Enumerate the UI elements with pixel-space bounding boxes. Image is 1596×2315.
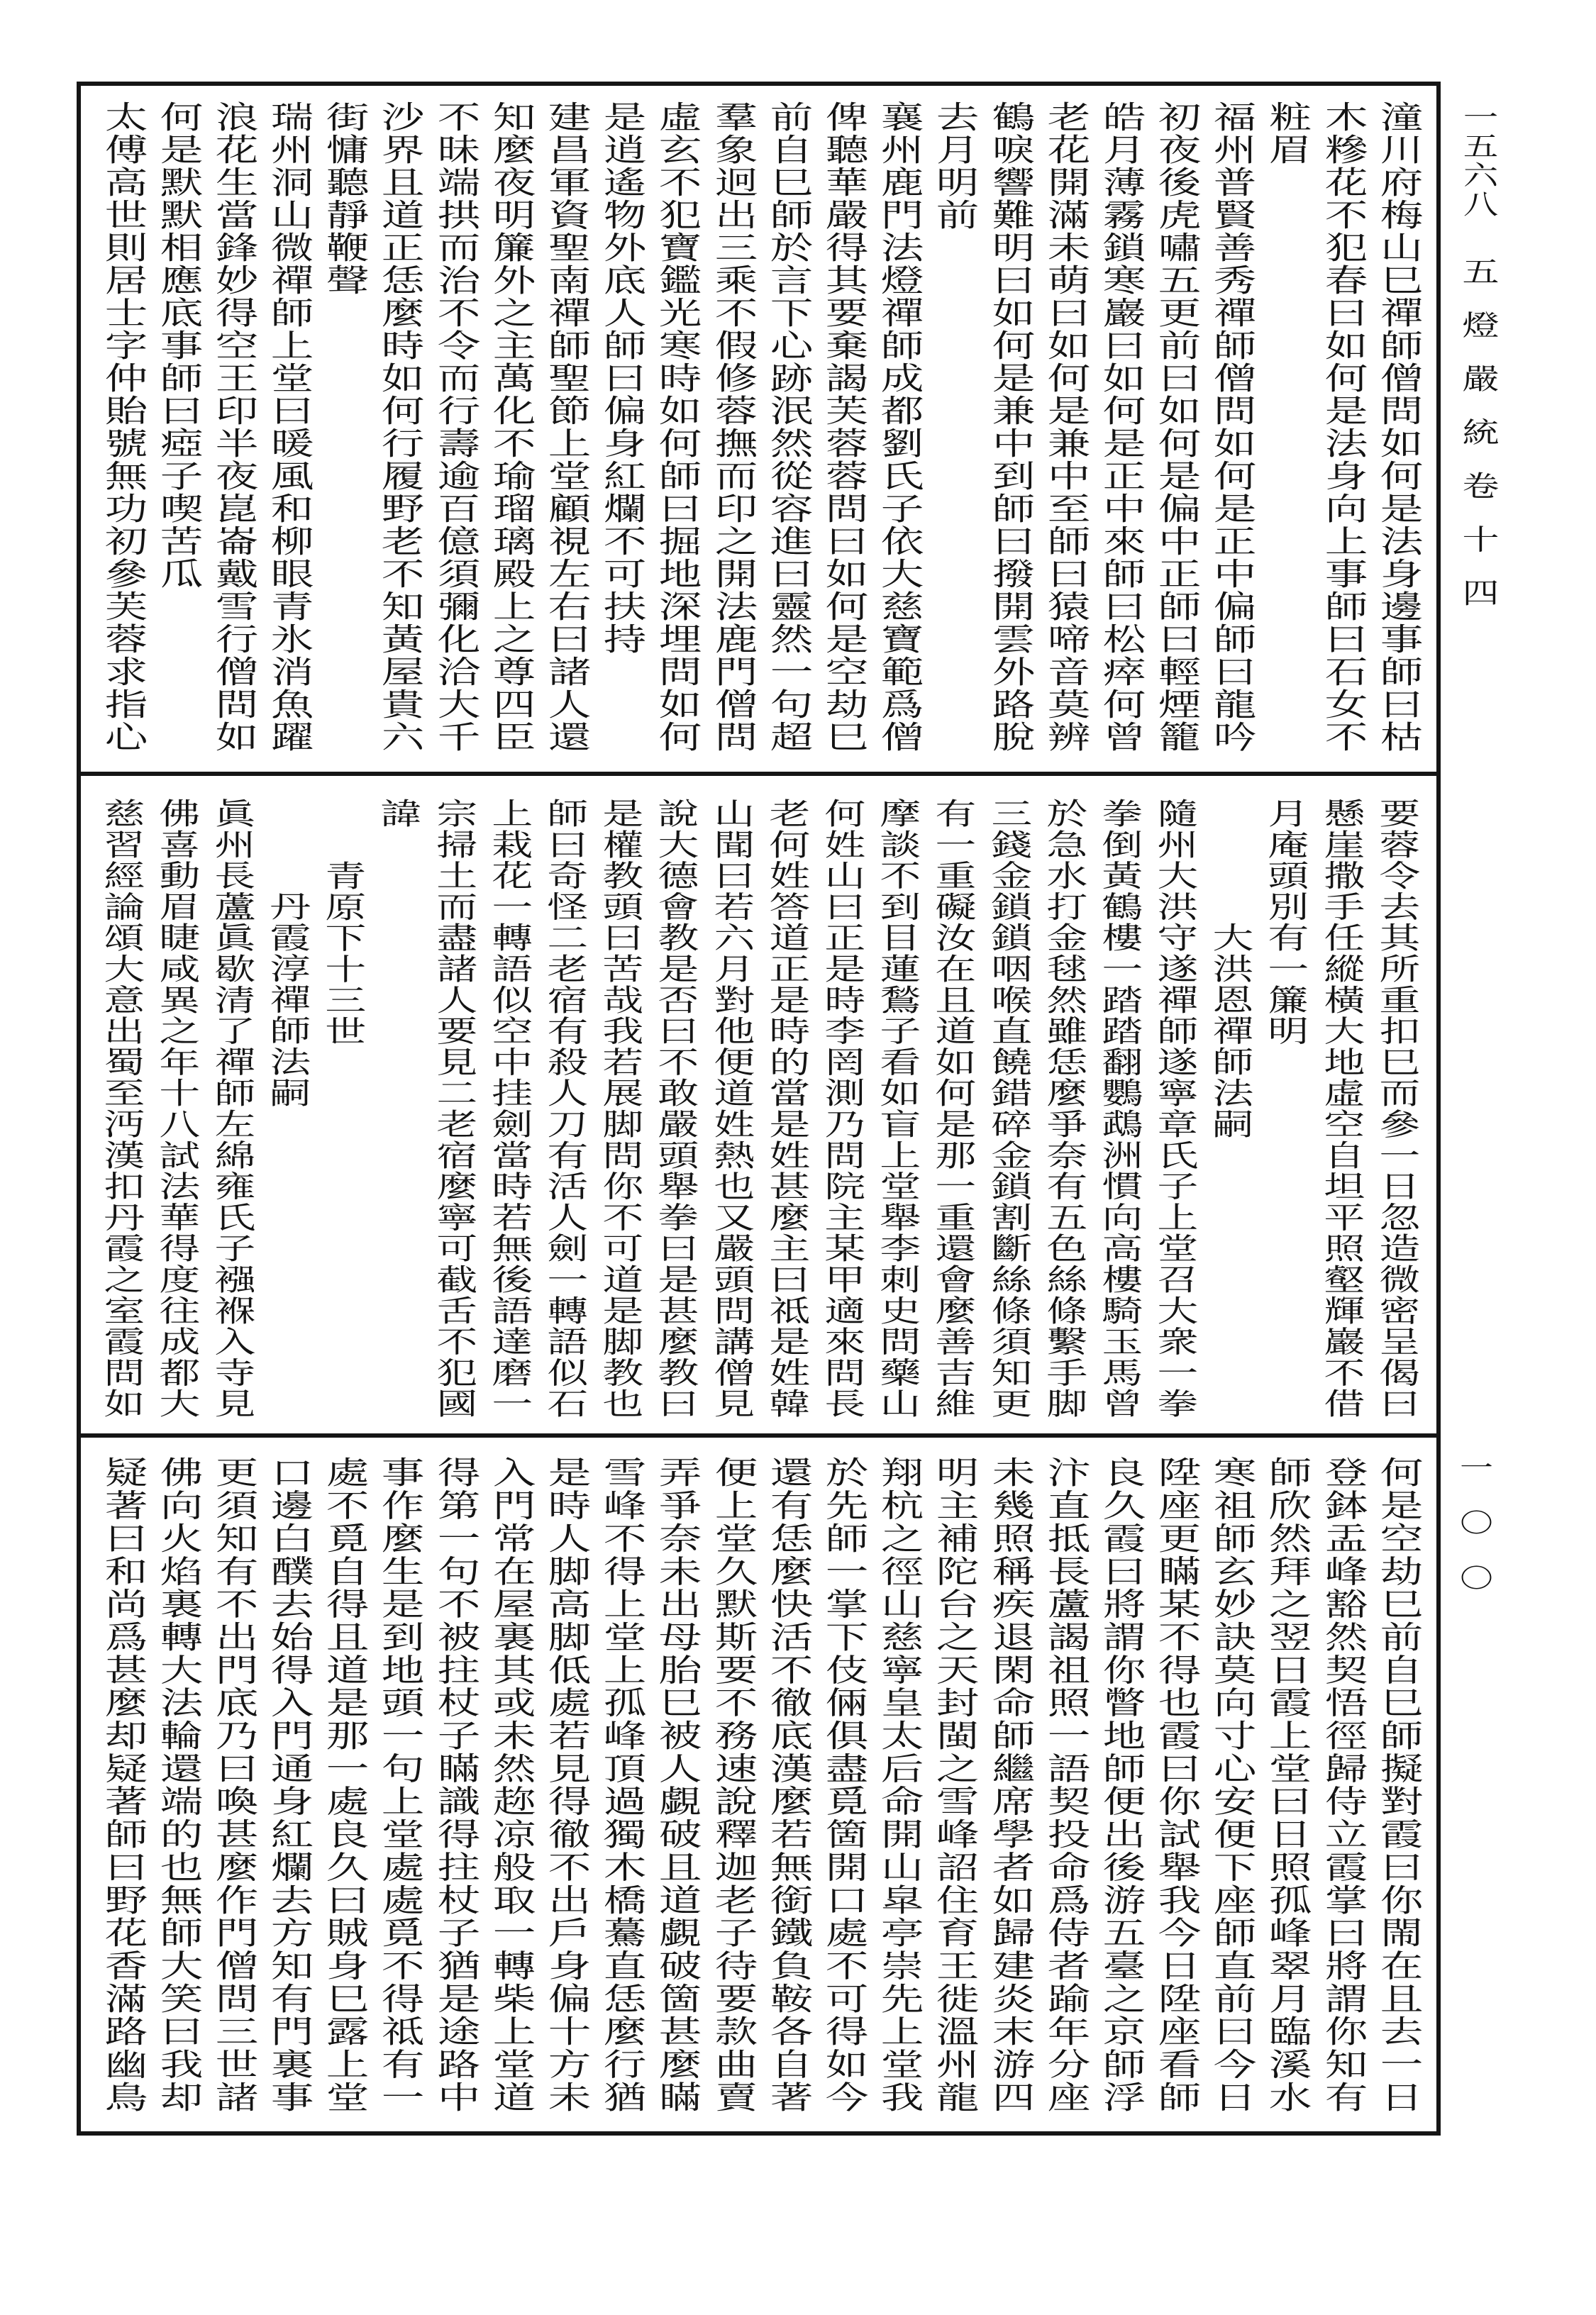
text-column: 粧眉 xyxy=(1261,101,1312,166)
text-column: 入門常在屋裏其或未然趂凉般取一轉柴上堂道 xyxy=(484,1456,535,2114)
text-column: 前自巳師於言下心跡泯然從容進曰靈然一句超 xyxy=(762,101,812,753)
text-column: 鶴唳響難明曰如何是兼中到師曰撥開雲外路脫 xyxy=(984,101,1034,753)
text-column: 皓月薄霧鎖寒巖曰如何是正中來師曰松瘁何曾 xyxy=(1095,101,1145,753)
middle-register xyxy=(93,798,1424,1422)
text-column: 懸崖撒手任縱橫大地虛空自坦平照壑輝巖不借 xyxy=(1317,798,1366,1419)
running-title: 五燈嚴統卷十四 xyxy=(1456,257,1499,632)
text-column: 沙界且道正恁麼時如何行履野老不知黃屋貴六 xyxy=(374,101,424,753)
section-heading: 青原下十三世 xyxy=(319,860,367,1047)
text-column: 潼川府梅山巳禪師僧問如何是法身邊事師曰枯 xyxy=(1372,101,1422,753)
text-column: 雪峰不得上堂上孤峰頂過獨木橋驀直恁麼行猶 xyxy=(595,1456,646,2114)
text-column: 有一重礙汝在且道如何是那一重還會麼善吉維 xyxy=(929,798,978,1419)
text-column: 汴直抵長蘆謁祖照一語契投命爲侍者踰年分座 xyxy=(1039,1456,1090,2114)
top-register xyxy=(93,101,1424,757)
text-column: 良久霞曰將謂你瞥地師便出後游五臺之京師浮 xyxy=(1095,1456,1145,2114)
bottom-register xyxy=(93,1456,1424,2116)
text-column: 明主補陀台之天封閩之雪峰詔住育王徙溫州龍 xyxy=(929,1456,979,2114)
text-column: 陞座更瞞某不得也霞曰你試舉我今日陞座看師 xyxy=(1150,1456,1201,2114)
text-column: 木糝花不犯春曰如何是法身向上事師曰石女不 xyxy=(1317,101,1367,753)
text-column: 福州普賢善秀禪師僧問如何是正中偏師曰龍吟 xyxy=(1205,101,1256,753)
text-column: 建昌軍資聖南禪師聖節上堂顧視左右曰諸人還 xyxy=(540,101,591,753)
text-column: 浪花生當鋒妙得空王印半夜崑崙戴雪行僧問如 xyxy=(207,101,257,753)
text-column: 何姓山曰正是時李罔測乃問院主某甲適來問長 xyxy=(819,798,867,1419)
text-column: 上栽花一轉語似空中挂劍當時若無後語達磨一 xyxy=(485,798,534,1419)
text-column: 慈習經論頌大意出蜀至沔漢扣丹霞之室霞問如 xyxy=(97,798,146,1419)
text-column: 太傅高世則居士字仲貽號無功初參芙蓉求指心 xyxy=(96,101,147,753)
text-column: 眞州長蘆眞歇清了禪師左綿雍氏子襁褓入寺見 xyxy=(208,798,257,1419)
text-column: 佛向火焰裏轉大法輪還端的也無師大笑曰我却 xyxy=(152,1456,202,2114)
text-column: 是時人脚高脚低處若見得徹不出戶身偏十方未 xyxy=(540,1456,591,2114)
text-column: 摩談不到目蓮鶖子看如盲上堂舉李刺史問藥山 xyxy=(874,798,922,1419)
text-column: 還有恁麼快活不徹底漢麼若無銜鐵負鞍各自著 xyxy=(762,1456,812,2114)
text-column: 宗掃土而盡諸人要見二老宿麼寧可截舌不犯國 xyxy=(430,798,479,1419)
text-column: 何是默默相應底事師曰瘂子喫苦瓜 xyxy=(152,101,202,590)
text-column: 拳倒黃鶴樓一踏踏翻鸚鵡洲慣向高樓騎玉馬曾 xyxy=(1095,798,1144,1419)
text-column: 於急水打金毬然雖恁麼爭奈有五色絲條繫手脚 xyxy=(1040,798,1089,1419)
text-column: 三錢金鎖鎖咽喉直饒錯碎金鎖割斷絲條須知更 xyxy=(985,798,1033,1419)
section-heading: 丹霞淳禪師法嗣 xyxy=(264,891,312,1109)
text-column: 佛喜動眉睫咸異之年十八試法華得度往成都大 xyxy=(153,798,201,1419)
text-column: 諱 xyxy=(375,798,423,829)
text-column: 師曰奇怪二老宿有殺人刀有活人劍一轉語似石 xyxy=(541,798,589,1419)
text-column: 是逍遙物外底人師曰偏身紅爛不可扶持 xyxy=(595,101,646,655)
text-column: 便上堂久默斯要不務速說釋迦老子待要款曲賣 xyxy=(706,1456,757,2114)
text-column: 登鉢盂峰豁然契悟徑歸侍立霞掌曰將謂你知有 xyxy=(1317,1456,1367,2114)
text-column: 老花開滿未萌曰如何是兼中至師曰猿啼音莫辨 xyxy=(1039,101,1090,753)
text-column: 襄州鹿門法燈禪師成都劉氏子依大慈寶範爲僧 xyxy=(872,101,924,753)
register-divider xyxy=(77,772,1441,776)
text-column: 口邊白醭去始得入門通身紅爛去方知有門裏事 xyxy=(262,1456,314,2114)
text-column: 瑞州洞山微禪師上堂曰暖風和柳眼青氷消魚躍 xyxy=(262,101,314,753)
text-column: 未幾照稱疾退閑命師繼席學者如歸建炎末游四 xyxy=(984,1456,1034,2114)
text-column: 月庵頭別有一簾明 xyxy=(1262,798,1311,1047)
text-column: 山聞曰若六月對他便道姓熱也又嚴頭問講僧見 xyxy=(707,798,756,1419)
text-column: 初夜後虎嘯五更前曰如何是偏中正師曰輕煙籠 xyxy=(1150,101,1201,753)
text-column: 弄爭奈未出母胎巳被人覷破且道覷破箇甚麼瞞 xyxy=(651,1456,702,2114)
text-column: 說大德會教是否曰不敢嚴頭舉拳曰是甚麼教曰 xyxy=(652,798,701,1419)
text-column: 更須知有不出門底乃曰喚甚麼作門僧問三世諸 xyxy=(207,1456,257,2114)
text-column: 疑著曰和尚爲甚麼却疑著師曰野花香滿路幽鳥 xyxy=(96,1456,147,2114)
text-column: 翔杭之徑山慈寧皇太后命開山皐亭崇先上堂我 xyxy=(872,1456,924,2114)
text-column: 去月明前 xyxy=(929,101,979,231)
text-column: 寒祖師玄妙訣莫向寸心安便下座師直前曰今日 xyxy=(1205,1456,1256,2114)
page-number: 一五六八 xyxy=(1457,103,1498,219)
text-column: 處不覓自得且道是那一處良久曰賊身巳露上堂 xyxy=(318,1456,369,2114)
register-divider xyxy=(77,1433,1441,1438)
text-column: 是權教頭曰苦哉我若展脚問你不可道是脚教也 xyxy=(597,798,645,1419)
folio-number: 一〇〇 xyxy=(1455,1454,1493,1620)
text-column: 老何姓答道正是時的當是姓甚麼主曰祗是姓韓 xyxy=(763,798,811,1419)
text-column: 虛玄不犯寶鑑光寒時如何師曰掘地深埋問如何 xyxy=(651,101,702,753)
text-column: 師欣然拜之翌日霞上堂曰日照孤峰翠月臨溪水 xyxy=(1261,1456,1312,2114)
text-column: 不昧端拱而治不令而行壽逾百億須彌化洽大千 xyxy=(429,101,480,753)
text-column: 事作麼生是到地頭一句上堂處處覓不得祗有一 xyxy=(374,1456,424,2114)
text-column: 要蓉令去其所重扣巳而參一日忽造微密呈偈曰 xyxy=(1373,798,1422,1419)
text-column: 隨州大洪守遂禪師遂寧章氏子上堂召大衆一拳 xyxy=(1151,798,1199,1419)
text-column: 俾聽華嚴得其要棄謁芙蓉蓉問曰如何是空劫巳 xyxy=(817,101,868,753)
text-column: 街慵聽靜鞭聲 xyxy=(318,101,369,296)
text-column: 羣象迥出三乘不假修蓉撫而印之開法鹿門僧問 xyxy=(706,101,757,753)
section-heading: 大洪恩禪師法嗣 xyxy=(1207,922,1255,1140)
text-column: 知麼夜明簾外之主萬化不瑜瑠璃殿上之尊四臣 xyxy=(484,101,535,753)
text-column: 何是空劫巳前自巳師擬對霞曰你閙在且去一日 xyxy=(1372,1456,1422,2114)
text-column: 於先師一掌下伎倆俱盡覓箇開口處不可得如今 xyxy=(817,1456,868,2114)
text-column: 得第一句不被拄杖子瞞識得拄杖子猶是途路中 xyxy=(429,1456,480,2114)
